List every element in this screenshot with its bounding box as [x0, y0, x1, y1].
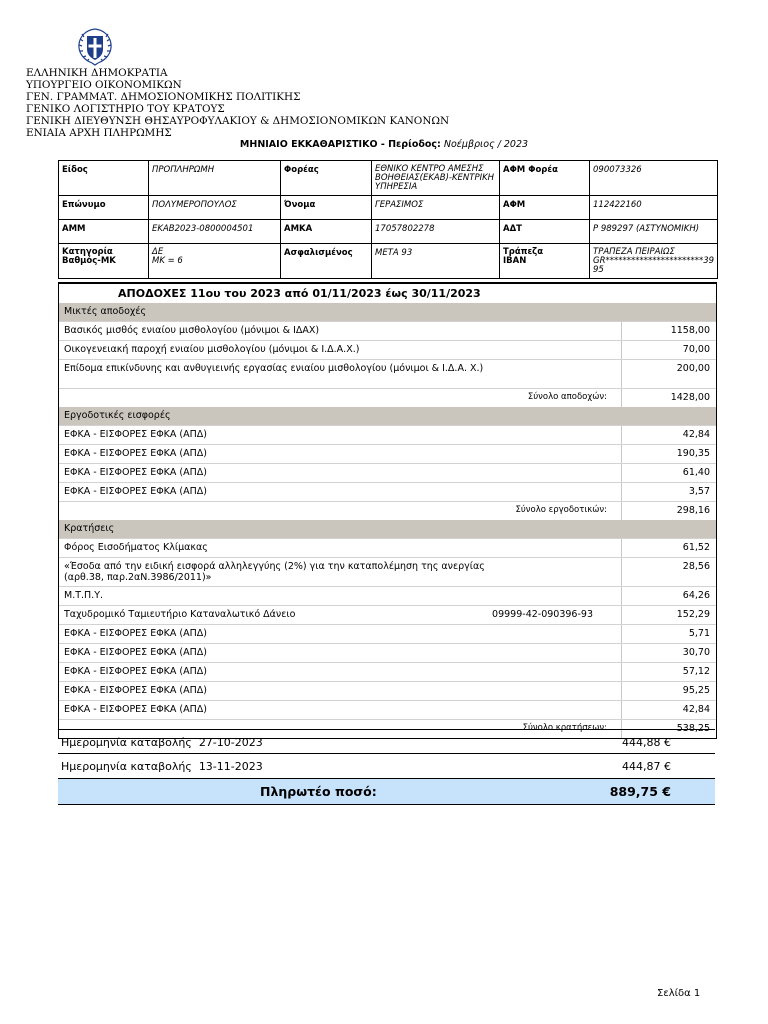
row-description: ΕΦΚΑ - ΕΙΣΦΟΡΕΣ ΕΦΚΑ (ΑΠΔ): [64, 628, 207, 639]
payment-date-label: Ημερομηνία καταβολής: [61, 736, 192, 749]
table-row: [59, 681, 716, 700]
value-trapeza-line2: GR***********************39: [593, 256, 715, 266]
row-description: Οικογενειακή παροχή ενιαίου μισθολογίου (μόνιμοι & Ι.Δ.Α.Χ.): [64, 344, 360, 355]
row-amount: 42,84: [621, 701, 716, 719]
payslip-header: ΑΠΟΔΟΧΕΣ 11ου του 2023 από 01/11/2023 έως 30/11/2023: [118, 287, 481, 300]
row-description: ΕΦΚΑ - ΕΙΣΦΟΡΕΣ ΕΦΚΑ (ΑΠΔ): [64, 666, 207, 677]
payment-date-value: 27-10-2023: [198, 736, 263, 749]
title-main: ΜΗΝΙΑΙΟ ΕΚΚΑΘΑΡΙΣΤΙΚΟ - Περίοδος:: [239, 139, 441, 150]
value-amm: ΕΚΑΒ2023-0800004501: [149, 220, 281, 244]
value-afm-forea: 090073326: [590, 161, 718, 196]
table-row: [59, 538, 716, 557]
label-katigoria: [59, 244, 149, 279]
row-description: «Έσοδα από την ειδική εισφορά αλληλεγγύης (2%) για την καταπολέμηση της ανεργίας (αρθ.38, παρ.2αΝ.3986/2011)»: [64, 561, 485, 583]
table-row: [59, 586, 716, 605]
row-description: ΕΦΚΑ - ΕΙΣΦΟΡΕΣ ΕΦΚΑ (ΑΠΔ): [64, 486, 207, 497]
row-amount: 64,26: [621, 587, 716, 605]
label-afm: ΑΦΜ: [500, 196, 590, 220]
row-amount: 190,35: [621, 445, 716, 463]
section-earnings-title: Μικτές αποδοχές: [59, 303, 716, 321]
row-description: Μ.Τ.Π.Υ.: [64, 590, 104, 601]
label-asfalismenos: Ασφαλισμένος: [281, 244, 372, 279]
label-amm: ΑΜΜ: [59, 220, 149, 244]
payment-date-value: 13-11-2023: [198, 760, 263, 773]
row-description: ΕΦΚΑ - ΕΙΣΦΟΡΕΣ ΕΦΚΑ (ΑΠΔ): [64, 647, 207, 658]
table-row: [59, 624, 716, 643]
row-amount: 61,52: [621, 539, 716, 557]
row-description: ΕΦΚΑ - ΕΙΣΦΟΡΕΣ ΕΦΚΑ (ΑΠΔ): [64, 685, 207, 696]
payment-date-text: [61, 730, 263, 755]
row-amount: 95,25: [621, 682, 716, 700]
row-description: Επίδομα επικίνδυνης και ανθυγιεινής εργασίας ενιαίου μισθολογίου (μόνιμοι & Ι.Δ.Α. Χ.): [64, 363, 484, 374]
label-katigoria-line2: Βαθμός-ΜΚ: [62, 256, 116, 266]
total-amount: 1428,00: [621, 389, 716, 407]
payment-date-amount: 444,88 €: [622, 736, 671, 749]
payment-date-label: Ημερομηνία καταβολής: [61, 760, 192, 773]
row-amount: 1158,00: [621, 322, 716, 340]
payable-amount-row: [58, 778, 715, 805]
table-row: [59, 662, 716, 681]
label-onoma: Όνομα: [281, 196, 372, 220]
label-foreas: Φορέας: [281, 161, 372, 196]
issuer-line: ΓΕΝΙΚΟ ΛΟΓΙΣΤΗΡΙΟ ΤΟΥ ΚΡΑΤΟΥΣ: [26, 103, 225, 115]
label-eponymo: Επώνυμο: [59, 196, 149, 220]
label-adt: ΑΔΤ: [500, 220, 590, 244]
row-description: ΕΦΚΑ - ΕΙΣΦΟΡΕΣ ΕΦΚΑ (ΑΠΔ): [64, 448, 207, 459]
table-row: [59, 321, 716, 340]
label-amka: ΑΜΚΑ: [281, 220, 372, 244]
table-row: [59, 605, 716, 624]
section-deductions-title: Κρατήσεις: [59, 520, 716, 538]
value-trapeza-line3: 95: [593, 265, 604, 275]
table-row: [59, 463, 716, 482]
row-amount: 3,57: [621, 483, 716, 501]
issuer-line: ΓΕΝΙΚΗ ΔΙΕΥΘΥΝΣΗ ΘΗΣΑΥΡΟΦΥΛΑΚΙΟΥ & ΔΗΜΟΣΙΟΝΟΜΙΚΩΝ ΚΑΝΟΝΩΝ: [26, 115, 450, 127]
value-trapeza-line1: ΤΡΑΠΕΖΑ ΠΕΙΡΑΙΩΣ: [593, 247, 675, 257]
payment-date-text: [61, 754, 263, 779]
document-title: [0, 139, 768, 150]
row-amount: 42,84: [621, 426, 716, 444]
table-row: [59, 425, 716, 444]
payable-label: Πληρωτέο ποσό:: [260, 784, 377, 799]
issuer-line: ΥΠΟΥΡΓΕΙΟ ΟΙΚΟΝΟΜΙΚΩΝ: [26, 79, 182, 91]
row-amount: 5,71: [621, 625, 716, 643]
row-description: Βασικός μισθός ενιαίου μισθολογίου (μόνιμοι & ΙΔΑΧ): [64, 325, 320, 336]
table-row: [59, 700, 716, 719]
row-amount: 200,00: [621, 360, 716, 388]
value-katigoria-line1: ΔΕ: [152, 247, 164, 257]
table-row: [59, 359, 716, 388]
total-label: Σύνολο εργοδοτικών:: [515, 505, 607, 515]
table-row-total: [59, 501, 716, 520]
payment-date-row: [58, 729, 715, 755]
label-eidos: Είδος: [59, 161, 149, 196]
total-amount: 298,16: [621, 502, 716, 520]
label-trapeza: [500, 244, 590, 279]
issuer-line: ΓΕΝ. ΓΡΑΜΜΑΤ. ΔΗΜΟΣΙΟΝΟΜΙΚΗΣ ΠΟΛΙΤΙΚΗΣ: [26, 91, 301, 103]
loan-reference: 09999-42-090396-93: [492, 609, 593, 620]
row-amount: 152,29: [621, 606, 716, 624]
row-description: ΕΦΚΑ - ΕΙΣΦΟΡΕΣ ΕΦΚΑ (ΑΠΔ): [64, 429, 207, 440]
issuer-line: ΕΝΙΑΙΑ ΑΡΧΗ ΠΛΗΡΩΜΗΣ: [26, 127, 172, 139]
label-afm-forea: ΑΦΜ Φορέα: [500, 161, 590, 196]
page-number: Σελίδα 1: [657, 988, 701, 999]
row-amount: 70,00: [621, 341, 716, 359]
row-amount: 61,40: [621, 464, 716, 482]
row-description-text: Ταχυδρομικό Ταμιευτήριο Καταναλωτικό Δάνειο: [64, 609, 296, 620]
table-row-total: [59, 388, 716, 407]
label-katigoria-line1: Κατηγορία: [62, 247, 113, 257]
table-row: [59, 643, 716, 662]
value-asfalismenos: ΜΕΤΑ 93: [372, 244, 500, 279]
value-adt: Ρ 989297 (ΑΣΤΥΝΟΜΙΚΗ): [590, 220, 718, 244]
value-katigoria: [149, 244, 281, 279]
payment-date-row: [58, 753, 715, 779]
row-amount: 57,12: [621, 663, 716, 681]
payable-amount: 889,75 €: [609, 784, 671, 799]
row-amount: 30,70: [621, 644, 716, 662]
greek-emblem-icon: [72, 26, 118, 66]
table-row: [59, 340, 716, 359]
issuer-block: [26, 67, 449, 139]
employee-info-table: [58, 160, 718, 279]
row-description: Φόρος Εισοδήματος Κλίμακας: [64, 542, 208, 553]
total-label: Σύνολο αποδοχών:: [527, 392, 607, 402]
total-amount: 538,25: [621, 720, 716, 738]
label-trapeza-line2: IBAN: [503, 256, 527, 266]
value-trapeza: [590, 244, 718, 279]
value-afm: 112422160: [590, 196, 718, 220]
payslip-table: [58, 282, 717, 739]
table-row: [59, 444, 716, 463]
payment-date-amount: 444,87 €: [622, 760, 671, 773]
total-label: Σύνολο κρατήσεων:: [522, 723, 607, 733]
value-foreas: ΕΘΝΙΚΟ ΚΕΝΤΡΟ ΑΜΕΣΗΣ ΒΟΗΘΕΙΑΣ(ΕΚΑΒ)-ΚΕΝΤΡΙΚΗ ΥΠΗΡΕΣΙΑ: [372, 161, 500, 196]
value-onoma: ΓΕΡΑΣΙΜΟΣ: [372, 196, 500, 220]
value-eidos: ΠΡΟΠΛΗΡΩΜΗ: [149, 161, 281, 196]
row-description: [59, 606, 621, 624]
value-katigoria-line2: ΜΚ = 6: [152, 256, 183, 266]
title-period: Νοέμβριος / 2023: [443, 139, 529, 150]
row-description: ΕΦΚΑ - ΕΙΣΦΟΡΕΣ ΕΦΚΑ (ΑΠΔ): [64, 704, 207, 715]
value-amka: 17057802278: [372, 220, 500, 244]
row-amount: 28,56: [621, 558, 716, 586]
table-row: [59, 482, 716, 501]
issuer-line: ΕΛΛΗΝΙΚΗ ΔΗΜΟΚΡΑΤΙΑ: [26, 67, 168, 79]
row-description: ΕΦΚΑ - ΕΙΣΦΟΡΕΣ ΕΦΚΑ (ΑΠΔ): [64, 467, 207, 478]
section-employer-title: Εργοδοτικές εισφορές: [59, 407, 716, 425]
table-row: [59, 557, 716, 586]
value-eponymo: ΠΟΛΥΜΕΡΟΠΟΥΛΟΣ: [149, 196, 281, 220]
label-trapeza-line1: Τράπεζα: [503, 247, 544, 257]
